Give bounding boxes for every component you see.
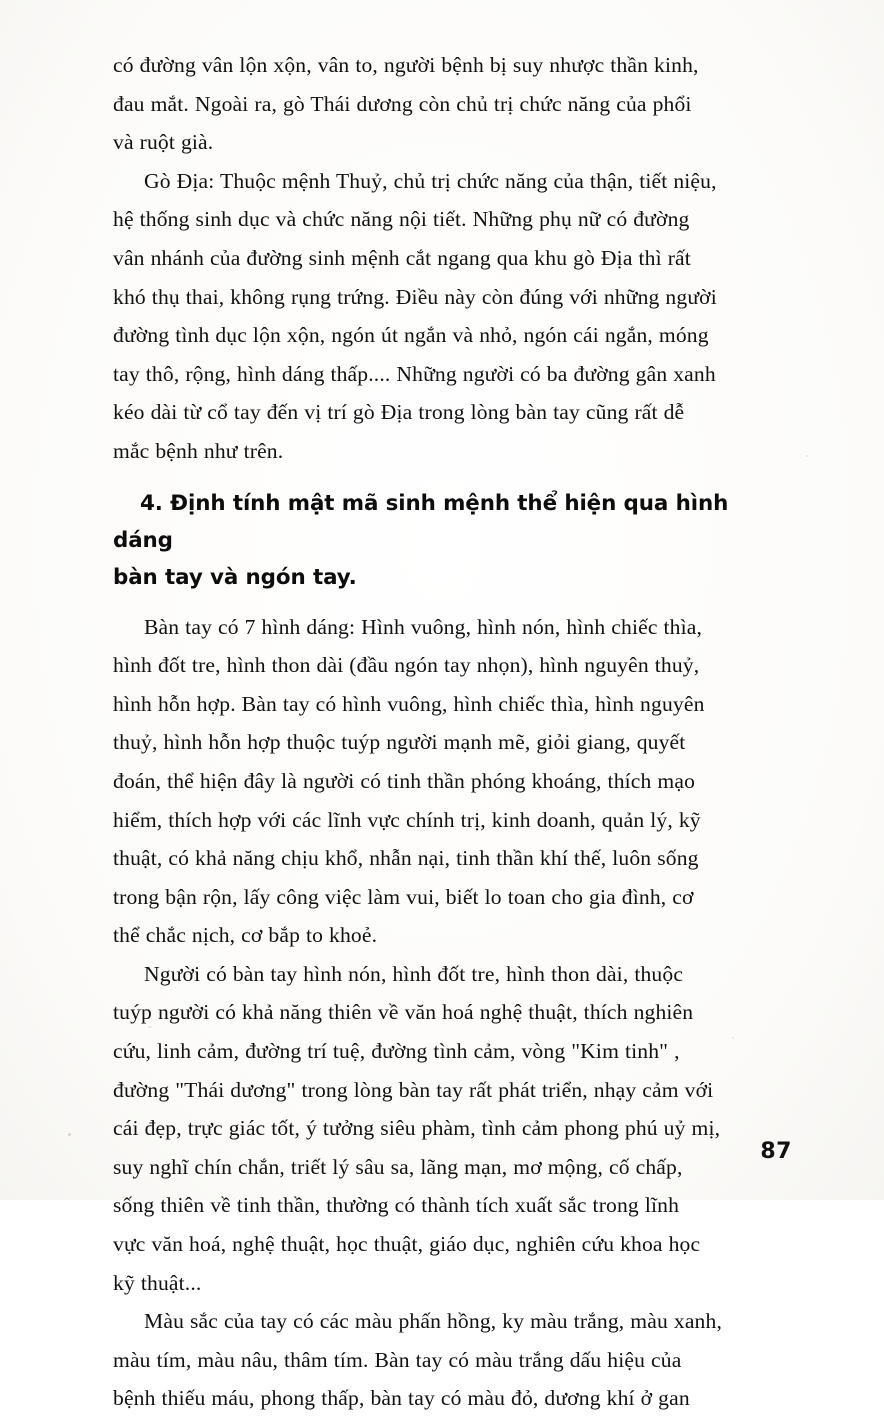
text-line: thể chắc nịch, cơ bắp to khoẻ. <box>113 923 378 948</box>
text-line: hình đốt tre, hình thon dài (đầu ngón tay nhọn), hình nguyên thuỷ, <box>113 653 700 678</box>
text-line: hình hỗn hợp. Bàn tay có hình vuông, hình chiếc thìa, hình nguyên <box>113 691 705 716</box>
scan-speckle <box>68 1133 71 1136</box>
text-line: Gò Địa: Thuộc mệnh Thuỷ, chủ trị chức năng của thận, tiết niệu, <box>144 168 717 193</box>
text-line: bệnh thiếu máu, phong thấp, bàn tay có màu đỏ, dương khí ở gan <box>113 1386 690 1411</box>
text-line: đoán, thể hiện đây là người có tinh thần phóng khoáng, thích mạo <box>113 768 696 793</box>
heading-line: 4. Định tính mật mã sinh mệnh thể hiện qua hình dáng <box>113 490 736 553</box>
text-line: đường "Thái dương" trong lòng bàn tay rất phát triển, nhạy cảm với <box>113 1077 714 1102</box>
text-line: có đường vân lộn xộn, vân to, người bệnh bị suy nhược thần kinh, <box>113 53 699 77</box>
text-line: vân nhánh của đường sinh mệnh cắt ngang qua khu gò Địa thì rất <box>113 245 691 270</box>
text-line: khó thụ thai, không rụng trứng. Điều này còn đúng với những người <box>113 284 717 309</box>
page-number: 87 <box>760 1139 792 1164</box>
text-line: Bàn tay có 7 hình dáng: Hình vuông, hình nón, hình chiếc thìa, <box>144 614 703 639</box>
text-line: Người có bàn tay hình nón, hình đốt tre, hình thon dài, thuộc <box>144 961 684 986</box>
paragraph-5 <box>113 1302 773 1418</box>
text-line: cứu, linh cảm, đường trí tuệ, đường tình cảm, vòng "Kim tinh" , <box>113 1039 680 1064</box>
text-line: kéo dài từ cổ tay đến vị trí gò Địa trong lòng bàn tay cũng rất dễ <box>113 400 685 425</box>
text-line: thuỷ, hình hỗn hợp thuộc tuýp người mạnh mẽ, giỏi giang, quyết <box>113 730 686 755</box>
text-line: hệ thống sinh dục và chức năng nội tiết. Những phụ nữ có đường <box>113 207 690 232</box>
text-line: suy nghĩ chín chắn, triết lý sâu sa, lãng mạn, mơ mộng, cố chấp, <box>113 1154 683 1179</box>
text-line: tuýp người có khả năng thiên về văn hoá nghệ thuật, thích nghiên <box>113 1000 694 1025</box>
text-line: đau mắt. Ngoài ra, gò Thái dương còn chủ trị chức năng của phổi <box>113 91 692 116</box>
paragraph-2 <box>113 162 773 471</box>
heading-line: bàn tay và ngón tay. <box>113 564 357 590</box>
text-line: thuật, có khả năng chịu khổ, nhẫn nại, tinh thần khí thế, luôn sống <box>113 846 699 871</box>
text-line: đường tình dục lộn xộn, ngón út ngắn và nhỏ, ngón cái ngắn, móng <box>113 323 709 348</box>
text-line: cái đẹp, trực giác tốt, ý tưởng siêu phàm, tình cảm phong phú uỷ mị, <box>113 1116 721 1141</box>
text-line: mắc bệnh như trên. <box>113 438 284 463</box>
text-line: tay thô, rộng, hình dáng thấp.... Những người có ba đường gân xanh <box>113 361 716 386</box>
paragraph-4 <box>113 955 773 1302</box>
text-line: Màu sắc của tay có các màu phấn hồng, ky màu trắng, màu xanh, <box>144 1309 722 1334</box>
text-line: hiểm, thích hợp với các lĩnh vực chính trị, kinh doanh, quản lý, kỹ <box>113 807 701 832</box>
section-heading-4 <box>113 485 773 596</box>
text-line: vực văn hoá, nghệ thuật, học thuật, giáo dục, nghiên cứu khoa học <box>113 1232 701 1257</box>
paragraph-1 <box>113 46 773 162</box>
text-line: kỹ thuật... <box>113 1270 202 1295</box>
paragraph-3 <box>113 608 773 955</box>
text-line: màu tím, màu nâu, thâm tím. Bàn tay có màu trắng dấu hiệu của <box>113 1347 682 1372</box>
text-line: và ruột già. <box>113 130 214 155</box>
text-line: sống thiên về tinh thần, thường có thành tích xuất sắc trong lĩnh <box>113 1193 680 1218</box>
text-line: trong bận rộn, lấy công việc làm vui, biết lo toan cho gia đình, cơ <box>113 884 694 909</box>
scan-speckle <box>806 455 808 457</box>
text-column <box>113 46 773 1418</box>
